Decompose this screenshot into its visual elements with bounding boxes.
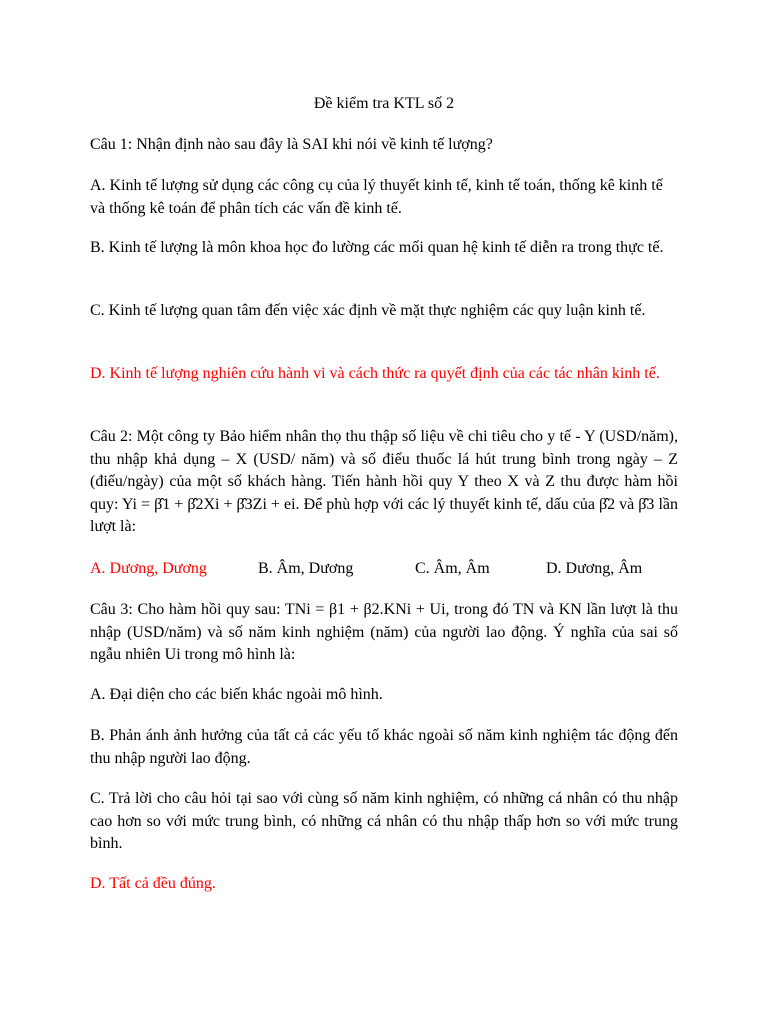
document-title: Đề kiểm tra KTL số 2: [313, 95, 455, 112]
q1-option-d-correct: D. Kinh tế lượng nghiên cứu hành vi và cách thức ra quyết định của các tác nhân kinh tế.: [90, 365, 660, 382]
q2-option-d: D. Dương, Âm: [546, 560, 643, 577]
q1-option-c: C. Kinh tế lượng quan tâm đến việc xác định về mặt thực nghiệm các quy luận kinh tế.: [90, 302, 646, 319]
q2-option-b: B. Âm, Dương: [258, 560, 354, 577]
q1-option-a: A. Kinh tế lượng sử dụng các công cụ của lý thuyết kinh tế, kinh tế toán, thống kê kinh tế và thống kê toán để phân tích các vấn đề kinh tế.: [90, 177, 663, 217]
question-3: Câu 3: Cho hàm hồi quy sau: TNi = β1 + β2.KNi + Ui, trong đó TN và KN lần lượt là thu nhập (USD/năm) và số năm kinh nghiệm (năm) của người lao động. Ý nghĩa của sai số ngẫu nhiên Ui trong mô hình là:: [90, 601, 678, 663]
q3-option-c: C. Trả lời cho câu hỏi tại sao với cùng số năm kinh nghiệm, có những cá nhân có thu nhập cao hơn so với mức trung bình, có những cá nhân có thu nhập thấp hơn so với mức trung bình.: [90, 790, 678, 852]
question-1: Câu 1: Nhận định nào sau đây là SAI khi nói về kinh tế lượng?: [90, 136, 493, 153]
q2-options-row: [90, 558, 690, 582]
q2-option-a-correct: A. Dương, Dương: [90, 560, 207, 577]
q3-option-b: B. Phản ánh ảnh hưởng của tất cả các yếu tố khác ngoài số năm kinh nghiệm tác động đến thu nhập người lao động.: [90, 727, 678, 767]
q3-option-d-correct: D. Tất cả đều đúng.: [90, 875, 216, 892]
q1-option-b: B. Kinh tế lượng là môn khoa học đo lường các mối quan hệ kinh tế diễn ra trong thực tế.: [90, 239, 664, 256]
q3-option-a: A. Đại diện cho các biến khác ngoài mô hình.: [90, 686, 383, 703]
q2-option-c: C. Âm, Âm: [415, 560, 490, 577]
question-2: Câu 2: Một công ty Bảo hiểm nhân thọ thu thập số liệu về chi tiêu cho y tế - Y (USD/năm), thu nhập khả dụng – X (USD/ năm) và số điếu thuốc lá hút trung bình trong ngày – Z (điếu/ngày) của một số khách hàng. Tiến hành hồi quy Y theo X và Z thu được hàm hồi quy: Yi = β̂1 + β̂2Xi + β̂3Zi + ei. Để phù hợp với các lý thuyết kinh tế, dấu của β̂2 và β̂3 lần lượt là:: [90, 428, 678, 535]
